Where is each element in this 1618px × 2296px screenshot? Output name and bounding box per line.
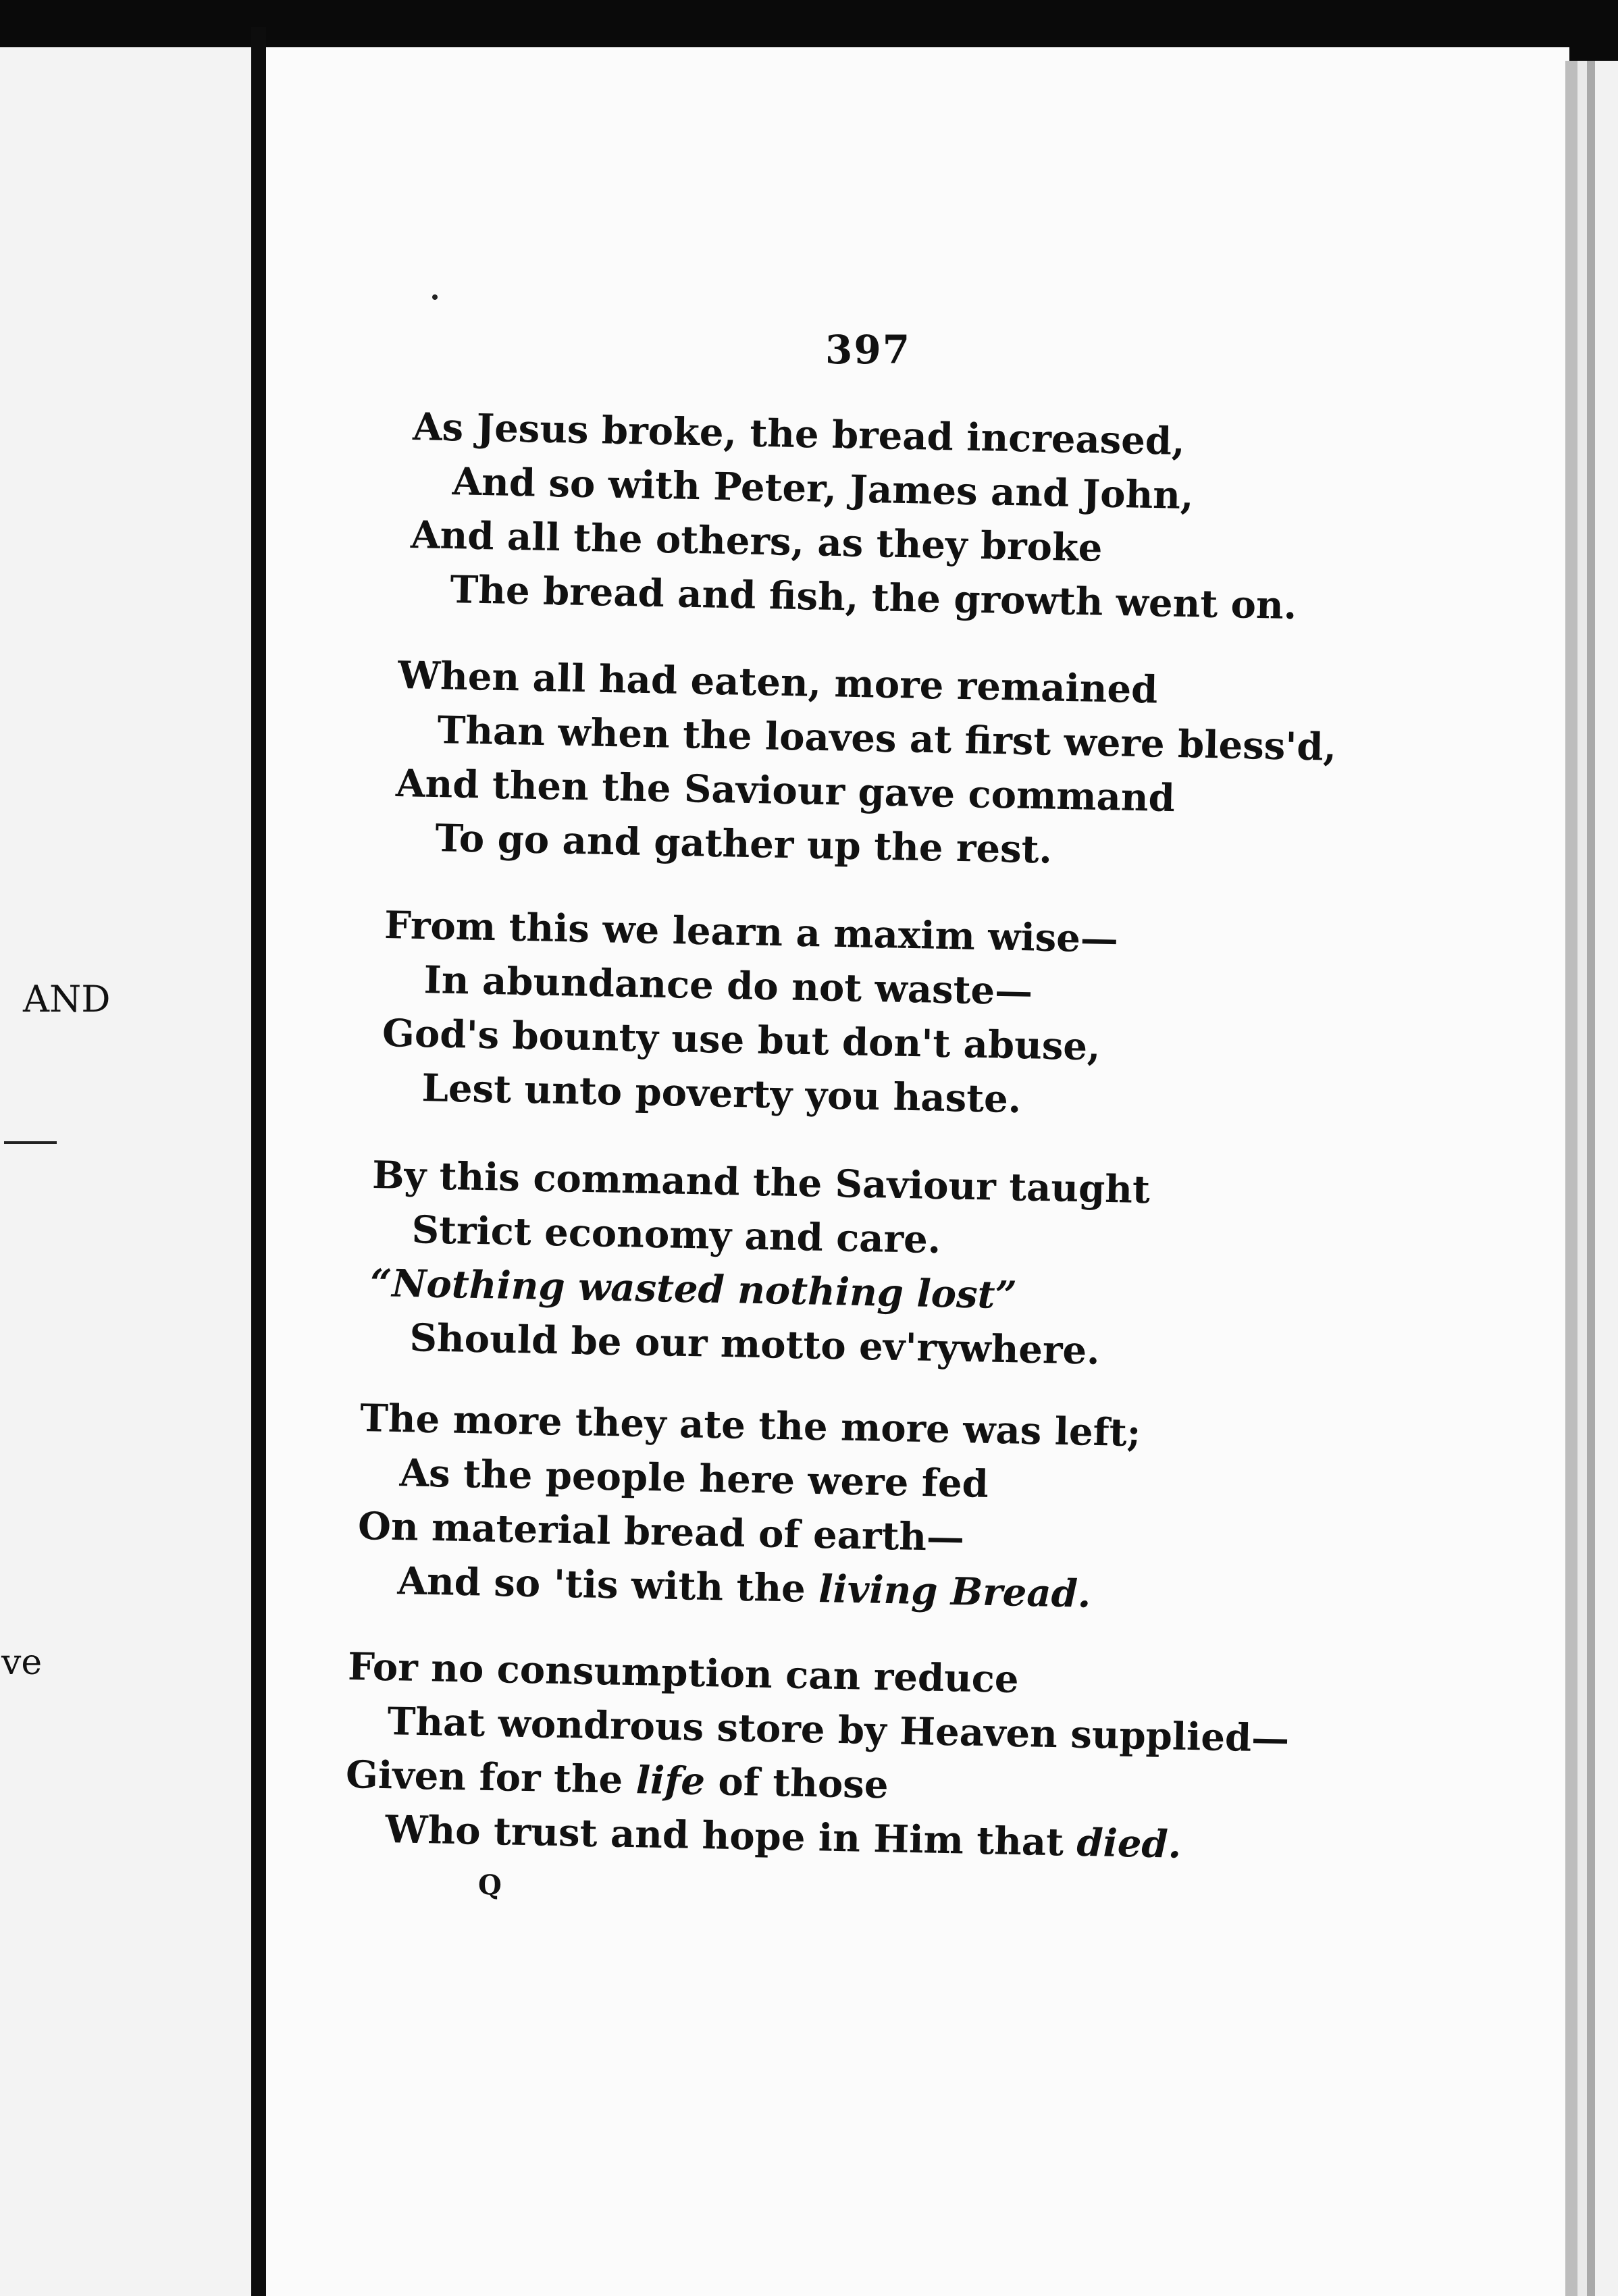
poem-line-text: of those	[704, 1759, 889, 1808]
page-number: 397	[825, 327, 912, 373]
poem-line: And then the Saviour gave command	[395, 760, 1176, 821]
poem-line-text: Given for the	[345, 1752, 637, 1803]
poem-line: Should be our motto ev'rywhere.	[409, 1315, 1101, 1374]
poem-line: From this we learn a maxim wise—	[384, 902, 1119, 962]
poem-line: To go and gather up the rest.	[434, 816, 1053, 872]
italic-emphasis: died.	[1076, 1820, 1182, 1867]
page-edge	[1595, 61, 1618, 2296]
poem-line: The more they ate the more was left;	[359, 1395, 1141, 1456]
poem-line: In abundance do not waste—	[423, 958, 1033, 1014]
poem-line: That wondrous store by Heaven supplied—	[387, 1699, 1290, 1761]
poem-line: Strict economy and care.	[411, 1207, 941, 1263]
poem-line: On material bread of earth—	[357, 1503, 965, 1561]
poem-line: When all had eaten, more remained	[397, 652, 1158, 712]
poem-line: Than when the loaves at first were bless'd,	[437, 708, 1337, 770]
signature-mark: Q	[478, 1869, 502, 1901]
poem-line: And all the others, as they broke	[410, 512, 1103, 571]
page-edge	[1565, 61, 1577, 2296]
stanza	[381, 898, 1119, 1128]
facing-page-rule	[4, 1141, 57, 1144]
stanza	[344, 1640, 1291, 1874]
poem-line: For no consumption can reduce	[347, 1644, 1020, 1702]
page-edge	[1577, 61, 1587, 2296]
facing-page-edge-word: ve	[1, 1642, 43, 1683]
italic-motto: “Nothing wasted nothing lost”	[369, 1260, 1018, 1318]
poem-line: By this command the Saviour taught	[371, 1152, 1151, 1213]
poem-line-text: And so 'tis with the	[396, 1559, 819, 1612]
facing-page-edge-word: AND	[23, 978, 111, 1020]
gutter	[251, 27, 266, 2296]
italic-emphasis: living Bread.	[818, 1567, 1091, 1617]
poem-line: As Jesus broke, the bread increased,	[412, 404, 1186, 464]
poem-line: And so with Peter, James and John,	[452, 459, 1195, 519]
poem-line: As the people here were fed	[399, 1451, 989, 1507]
ink-speck	[432, 294, 438, 300]
poem-line: Lest unto poverty you haste.	[421, 1066, 1022, 1122]
poem-line: God's bounty use but don't abuse,	[382, 1010, 1101, 1070]
stanza	[369, 1148, 1151, 1379]
stanza	[357, 1391, 1141, 1622]
page-edge	[1587, 61, 1595, 2296]
facing-page	[0, 47, 251, 2296]
stanza	[394, 648, 1338, 883]
stanza	[409, 400, 1301, 633]
poem-line-text: Who trust and hope in Him that	[384, 1807, 1078, 1865]
poem-line: The bread and fish, the growth went on.	[449, 567, 1297, 629]
italic-emphasis: life	[635, 1758, 706, 1804]
